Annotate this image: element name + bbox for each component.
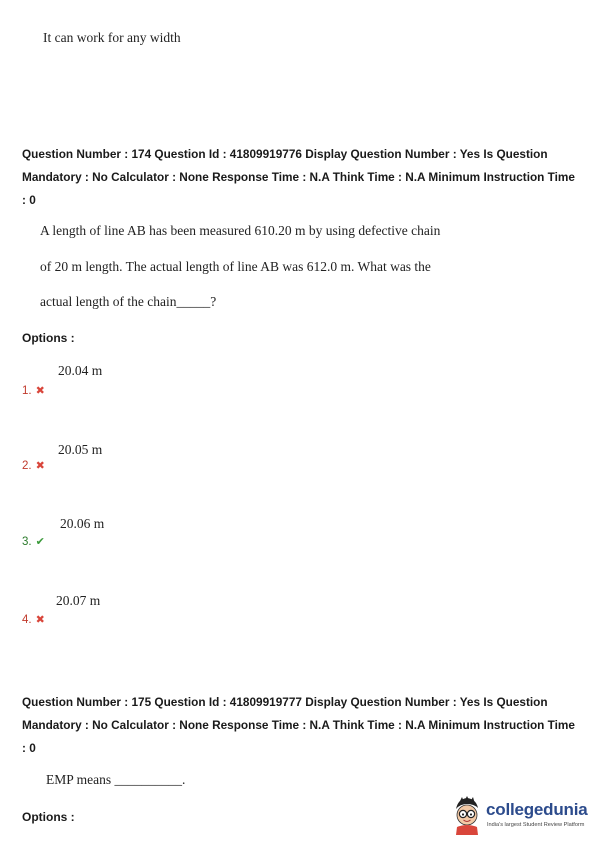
option-2-text: 20.05 m xyxy=(58,442,103,457)
question-174-meta: Question Number : 174 Question Id : 41809919776 Display Question Number : Yes Is Question Mandatory : No Calculator : None Response Time : N.A Think Time : N.A Minimum Instruction Time : 0 xyxy=(22,147,575,207)
option-4-number: 4. xyxy=(22,613,32,626)
option-3-number: 3. xyxy=(22,535,32,548)
cross-icon: ✖ xyxy=(35,385,45,397)
question-174-line-3: actual length of the chain_____? xyxy=(40,294,217,309)
question-174-line-2: of 20 m length. The actual length of line AB was 612.0 m. What was the xyxy=(40,259,431,274)
previous-option-text: It can work for any width xyxy=(43,30,181,45)
question-175-text: EMP means __________. xyxy=(46,772,186,787)
option-3-text: 20.06 m xyxy=(60,516,105,531)
mascot-icon xyxy=(450,795,484,835)
question-175-meta: Question Number : 175 Question Id : 41809919777 Display Question Number : Yes Is Question Mandatory : No Calculator : None Response Time : N.A Think Time : N.A Minimum Instruction Time : 0 xyxy=(22,695,575,755)
cross-icon: ✖ xyxy=(35,460,45,472)
cross-icon: ✖ xyxy=(35,614,45,626)
option-4[interactable] xyxy=(22,613,45,626)
option-1-text: 20.04 m xyxy=(58,363,103,378)
option-1-number: 1. xyxy=(22,384,32,397)
logo-name: collegedunia xyxy=(486,800,588,819)
options-label: Options : xyxy=(22,331,75,345)
option-4-text: 20.07 m xyxy=(56,593,101,608)
logo-tagline: India's largest Student Review Platform xyxy=(487,822,585,828)
options-label-175: Options : xyxy=(22,810,75,824)
option-2-number: 2. xyxy=(22,459,32,472)
option-2[interactable] xyxy=(22,459,45,472)
collegedunia-logo xyxy=(450,795,595,839)
check-icon: ✔ xyxy=(35,536,45,548)
question-174-line-1: A length of line AB has been measured 610.20 m by using defective chain xyxy=(40,223,441,238)
option-1[interactable] xyxy=(22,384,45,397)
option-3[interactable] xyxy=(22,535,45,548)
